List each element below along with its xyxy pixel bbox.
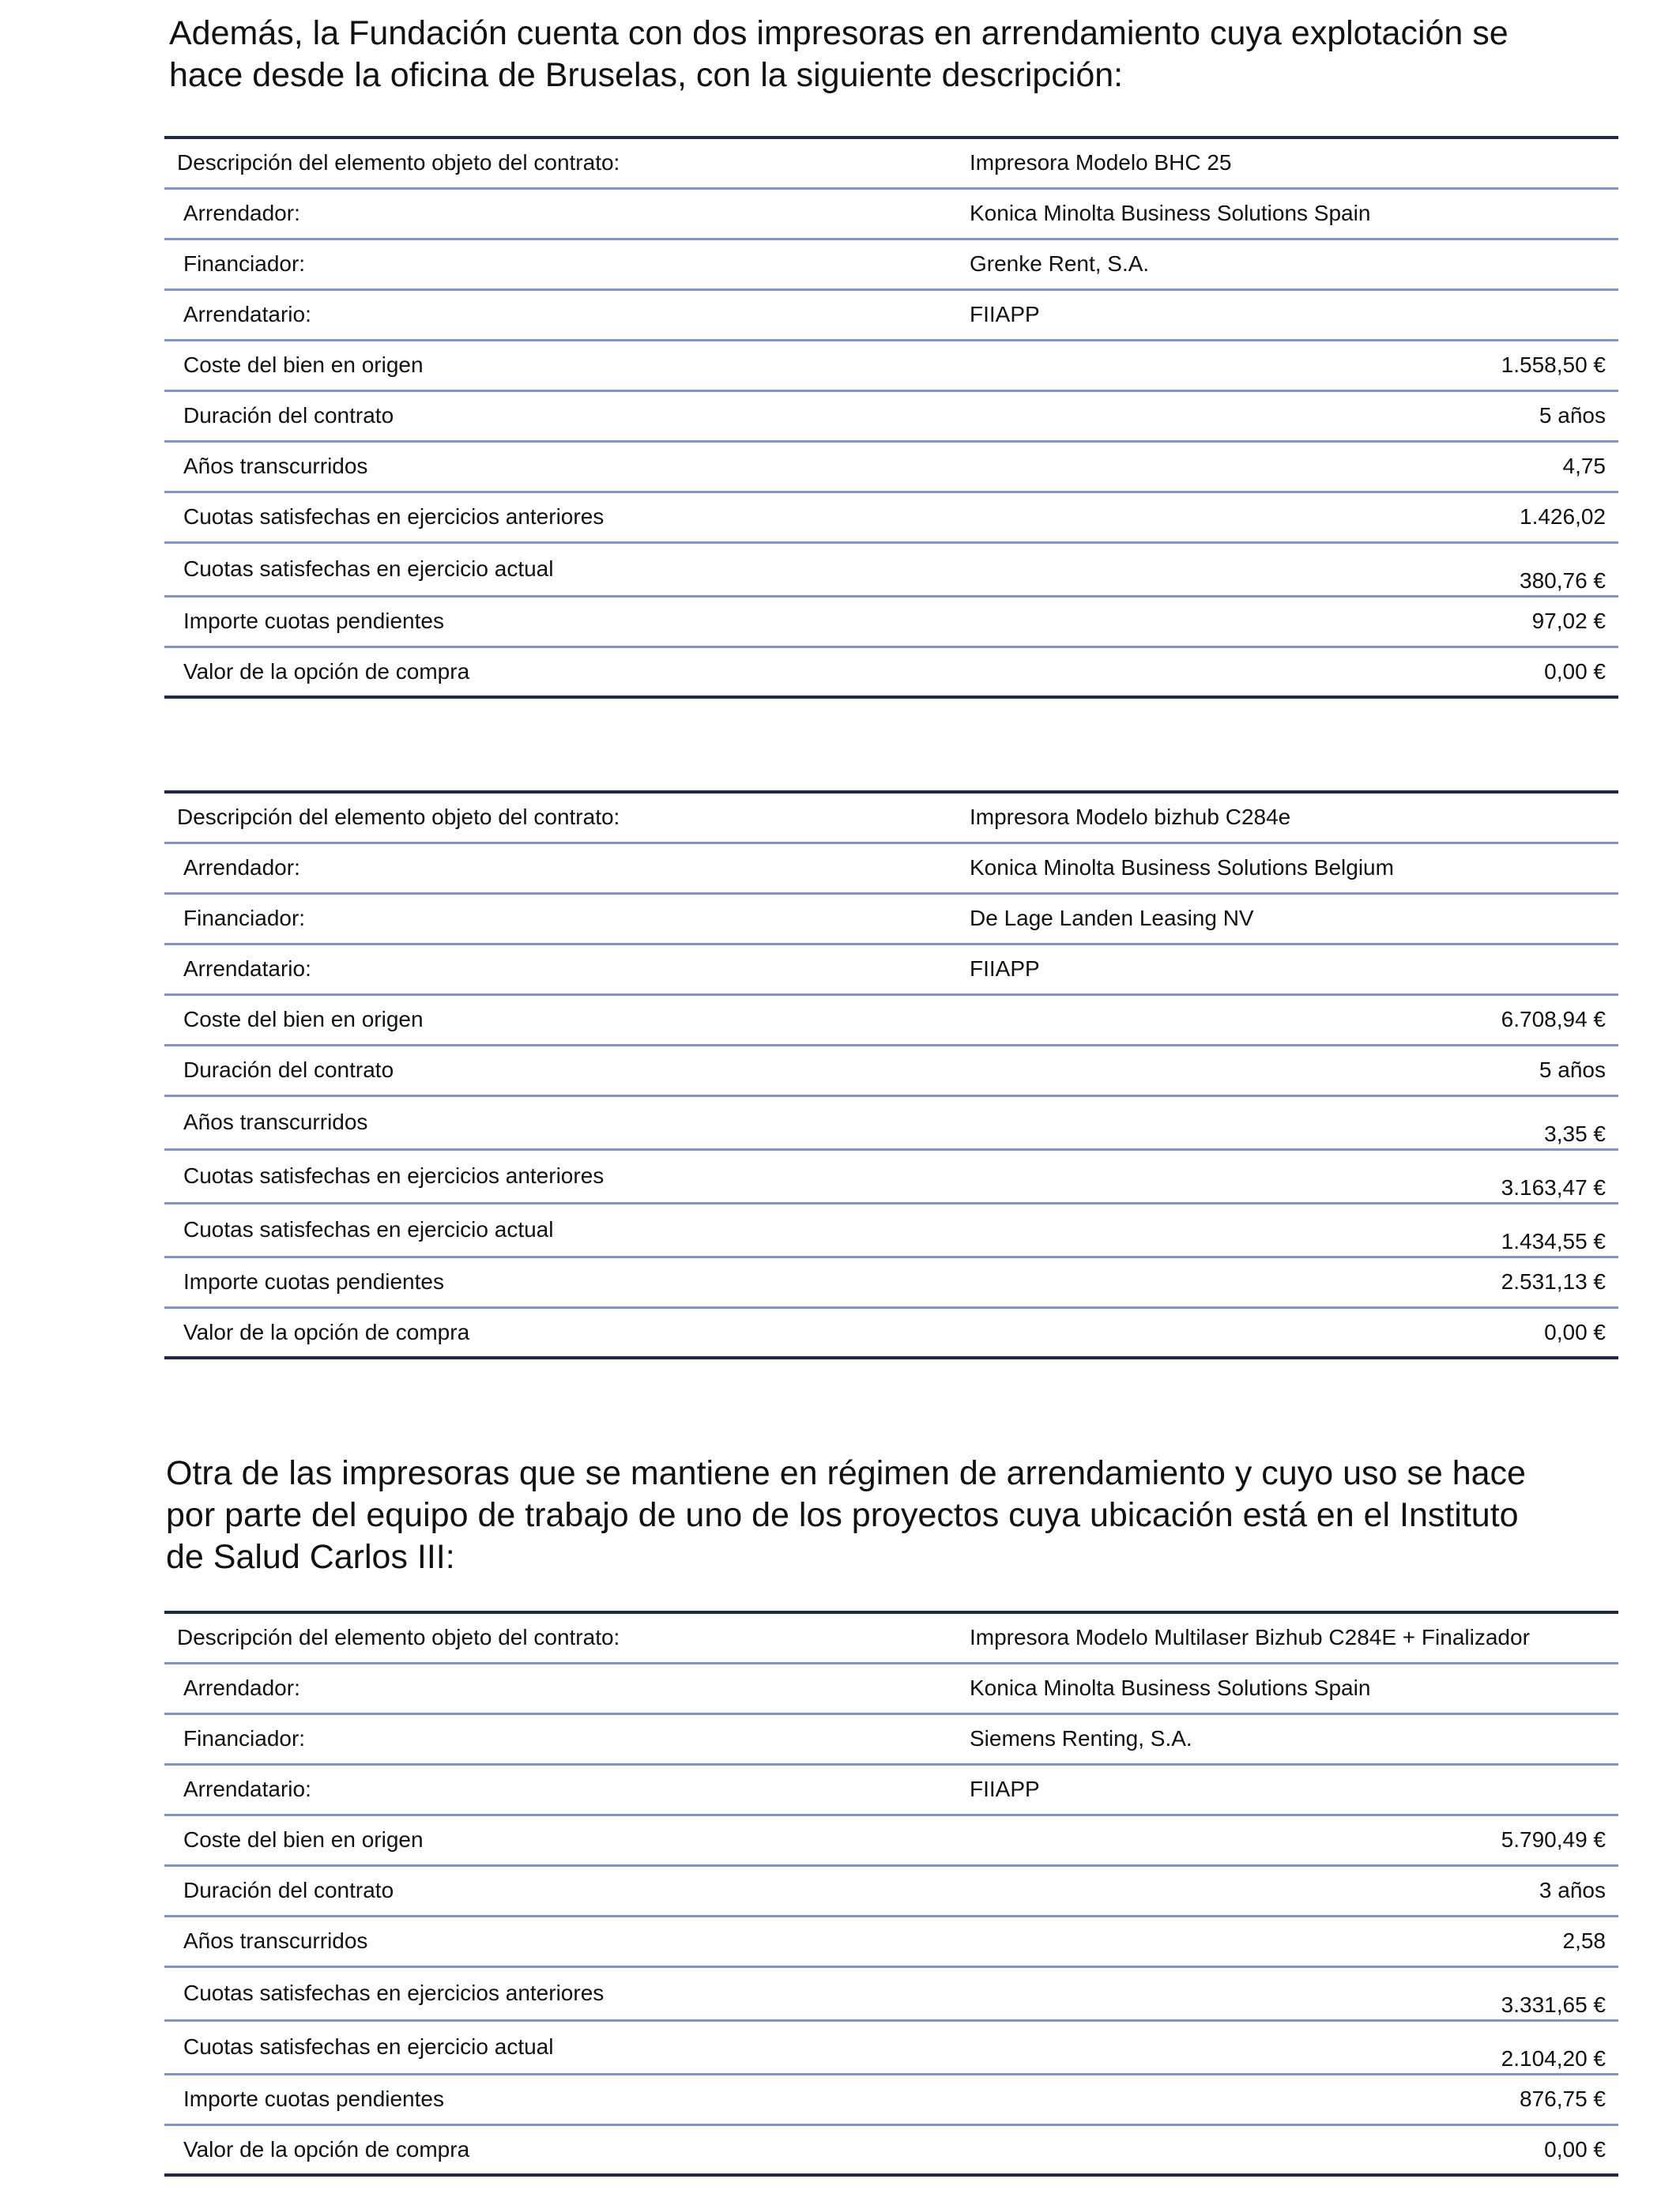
value-cuotas-actual: 1.434,55 € [970, 1203, 1618, 1257]
table-row [164, 647, 1618, 697]
value-coste: 6.708,94 € [970, 994, 1618, 1045]
value-cuotas-anteriores: 1.426,02 [970, 492, 1618, 542]
value-cuotas-actual: 2.104,20 € [970, 2020, 1618, 2074]
label-financiador: Financiador: [164, 239, 970, 289]
value-duracion: 5 años [970, 1045, 1618, 1095]
value-coste: 5.790,49 € [970, 1815, 1618, 1865]
table-row [164, 1764, 1618, 1815]
value-descripcion: Impresora Modelo BHC 25 [970, 138, 1618, 188]
label-anos: Años transcurridos [164, 1916, 970, 1966]
table-row [164, 1916, 1618, 1966]
table-row [164, 188, 1618, 239]
label-arrendador: Arrendador: [164, 188, 970, 239]
value-arrendador: Konica Minolta Business Solutions Belgium [970, 843, 1618, 893]
label-cuotas-anteriores: Cuotas satisfechas en ejercicios anteriores [164, 1966, 970, 2020]
value-anos: 2,58 [970, 1916, 1618, 1966]
value-pendientes: 97,02 € [970, 596, 1618, 647]
table-row [164, 1307, 1618, 1358]
value-arrendador: Konica Minolta Business Solutions Spain [970, 1663, 1618, 1713]
table-row [164, 1149, 1618, 1203]
label-opcion: Valor de la opción de compra [164, 2124, 970, 2175]
table-row [164, 441, 1618, 492]
label-arrendador: Arrendador: [164, 1663, 970, 1713]
value-financiador: Grenke Rent, S.A. [970, 239, 1618, 289]
value-opcion: 0,00 € [970, 2124, 1618, 2175]
table-row [164, 289, 1618, 340]
label-anos: Años transcurridos [164, 441, 970, 492]
label-cuotas-actual: Cuotas satisfechas en ejercicio actual [164, 1203, 970, 1257]
label-descripcion: Descripción del elemento objeto del contrato: [164, 138, 970, 188]
table-row [164, 944, 1618, 994]
table-row [164, 1815, 1618, 1865]
table-row [164, 1203, 1618, 1257]
value-financiador: Siemens Renting, S.A. [970, 1713, 1618, 1764]
label-pendientes: Importe cuotas pendientes [164, 596, 970, 647]
value-descripcion: Impresora Modelo bizhub C284e [970, 792, 1618, 843]
value-arrendatario: FIIAPP [970, 944, 1618, 994]
label-pendientes: Importe cuotas pendientes [164, 2074, 970, 2124]
label-coste: Coste del bien en origen [164, 340, 970, 390]
table-row [164, 1865, 1618, 1916]
lease-table-3 [164, 1611, 1618, 2177]
label-anos: Años transcurridos [164, 1095, 970, 1149]
table-row [164, 390, 1618, 441]
label-financiador: Financiador: [164, 1713, 970, 1764]
table-row [164, 2124, 1618, 2175]
table-row [164, 1257, 1618, 1307]
table-row [164, 340, 1618, 390]
table-row [164, 2074, 1618, 2124]
value-pendientes: 2.531,13 € [970, 1257, 1618, 1307]
lease-table-2 [164, 790, 1618, 1359]
table-row [164, 239, 1618, 289]
table-row [164, 492, 1618, 542]
value-coste: 1.558,50 € [970, 340, 1618, 390]
table-row [164, 994, 1618, 1045]
table-row [164, 138, 1618, 188]
value-financiador: De Lage Landen Leasing NV [970, 893, 1618, 944]
table-row [164, 1095, 1618, 1149]
label-duracion: Duración del contrato [164, 1865, 970, 1916]
value-duracion: 5 años [970, 390, 1618, 441]
table-row [164, 893, 1618, 944]
value-cuotas-anteriores: 3.331,65 € [970, 1966, 1618, 2020]
label-duracion: Duración del contrato [164, 1045, 970, 1095]
label-descripcion: Descripción del elemento objeto del contrato: [164, 792, 970, 843]
label-opcion: Valor de la opción de compra [164, 647, 970, 697]
table-row [164, 596, 1618, 647]
table-row [164, 1663, 1618, 1713]
label-cuotas-actual: Cuotas satisfechas en ejercicio actual [164, 542, 970, 596]
value-opcion: 0,00 € [970, 1307, 1618, 1358]
value-cuotas-actual: 380,76 € [970, 542, 1618, 596]
value-opcion: 0,00 € [970, 647, 1618, 697]
value-arrendador: Konica Minolta Business Solutions Spain [970, 188, 1618, 239]
label-arrendatario: Arrendatario: [164, 1764, 970, 1815]
label-coste: Coste del bien en origen [164, 994, 970, 1045]
label-cuotas-anteriores: Cuotas satisfechas en ejercicios anteriores [164, 492, 970, 542]
table-row [164, 2020, 1618, 2074]
label-cuotas-actual: Cuotas satisfechas en ejercicio actual [164, 2020, 970, 2074]
intro-paragraph: Además, la Fundación cuenta con dos impresoras en arrendamiento cuya explotación se hace desde la oficina de Bruselas, con la siguiente descripción: [169, 14, 1509, 94]
label-descripcion: Descripción del elemento objeto del contrato: [164, 1612, 970, 1663]
value-arrendatario: FIIAPP [970, 1764, 1618, 1815]
value-anos: 4,75 [970, 441, 1618, 492]
label-pendientes: Importe cuotas pendientes [164, 1257, 970, 1307]
lease-table-1 [164, 136, 1618, 699]
table-row [164, 1045, 1618, 1095]
value-arrendatario: FIIAPP [970, 289, 1618, 340]
table-row [164, 1966, 1618, 2020]
label-duracion: Duración del contrato [164, 390, 970, 441]
value-cuotas-anteriores: 3.163,47 € [970, 1149, 1618, 1203]
value-pendientes: 876,75 € [970, 2074, 1618, 2124]
table-row [164, 792, 1618, 843]
second-paragraph: Otra de las impresoras que se mantiene en régimen de arrendamiento y cuyo uso se hace por parte del equipo de trabajo de uno de los proyectos cuya ubicación está en el Instituto de Salud Carlos III: [166, 1454, 1526, 1576]
label-cuotas-anteriores: Cuotas satisfechas en ejercicios anteriores [164, 1149, 970, 1203]
label-financiador: Financiador: [164, 893, 970, 944]
label-arrendatario: Arrendatario: [164, 944, 970, 994]
label-opcion: Valor de la opción de compra [164, 1307, 970, 1358]
table-row [164, 542, 1618, 596]
label-coste: Coste del bien en origen [164, 1815, 970, 1865]
table-row [164, 1612, 1618, 1663]
label-arrendador: Arrendador: [164, 843, 970, 893]
table-row [164, 1713, 1618, 1764]
value-anos: 3,35 € [970, 1095, 1618, 1149]
label-arrendatario: Arrendatario: [164, 289, 970, 340]
value-descripcion: Impresora Modelo Multilaser Bizhub C284E + Finalizador [970, 1612, 1618, 1663]
value-duracion: 3 años [970, 1865, 1618, 1916]
table-row [164, 843, 1618, 893]
